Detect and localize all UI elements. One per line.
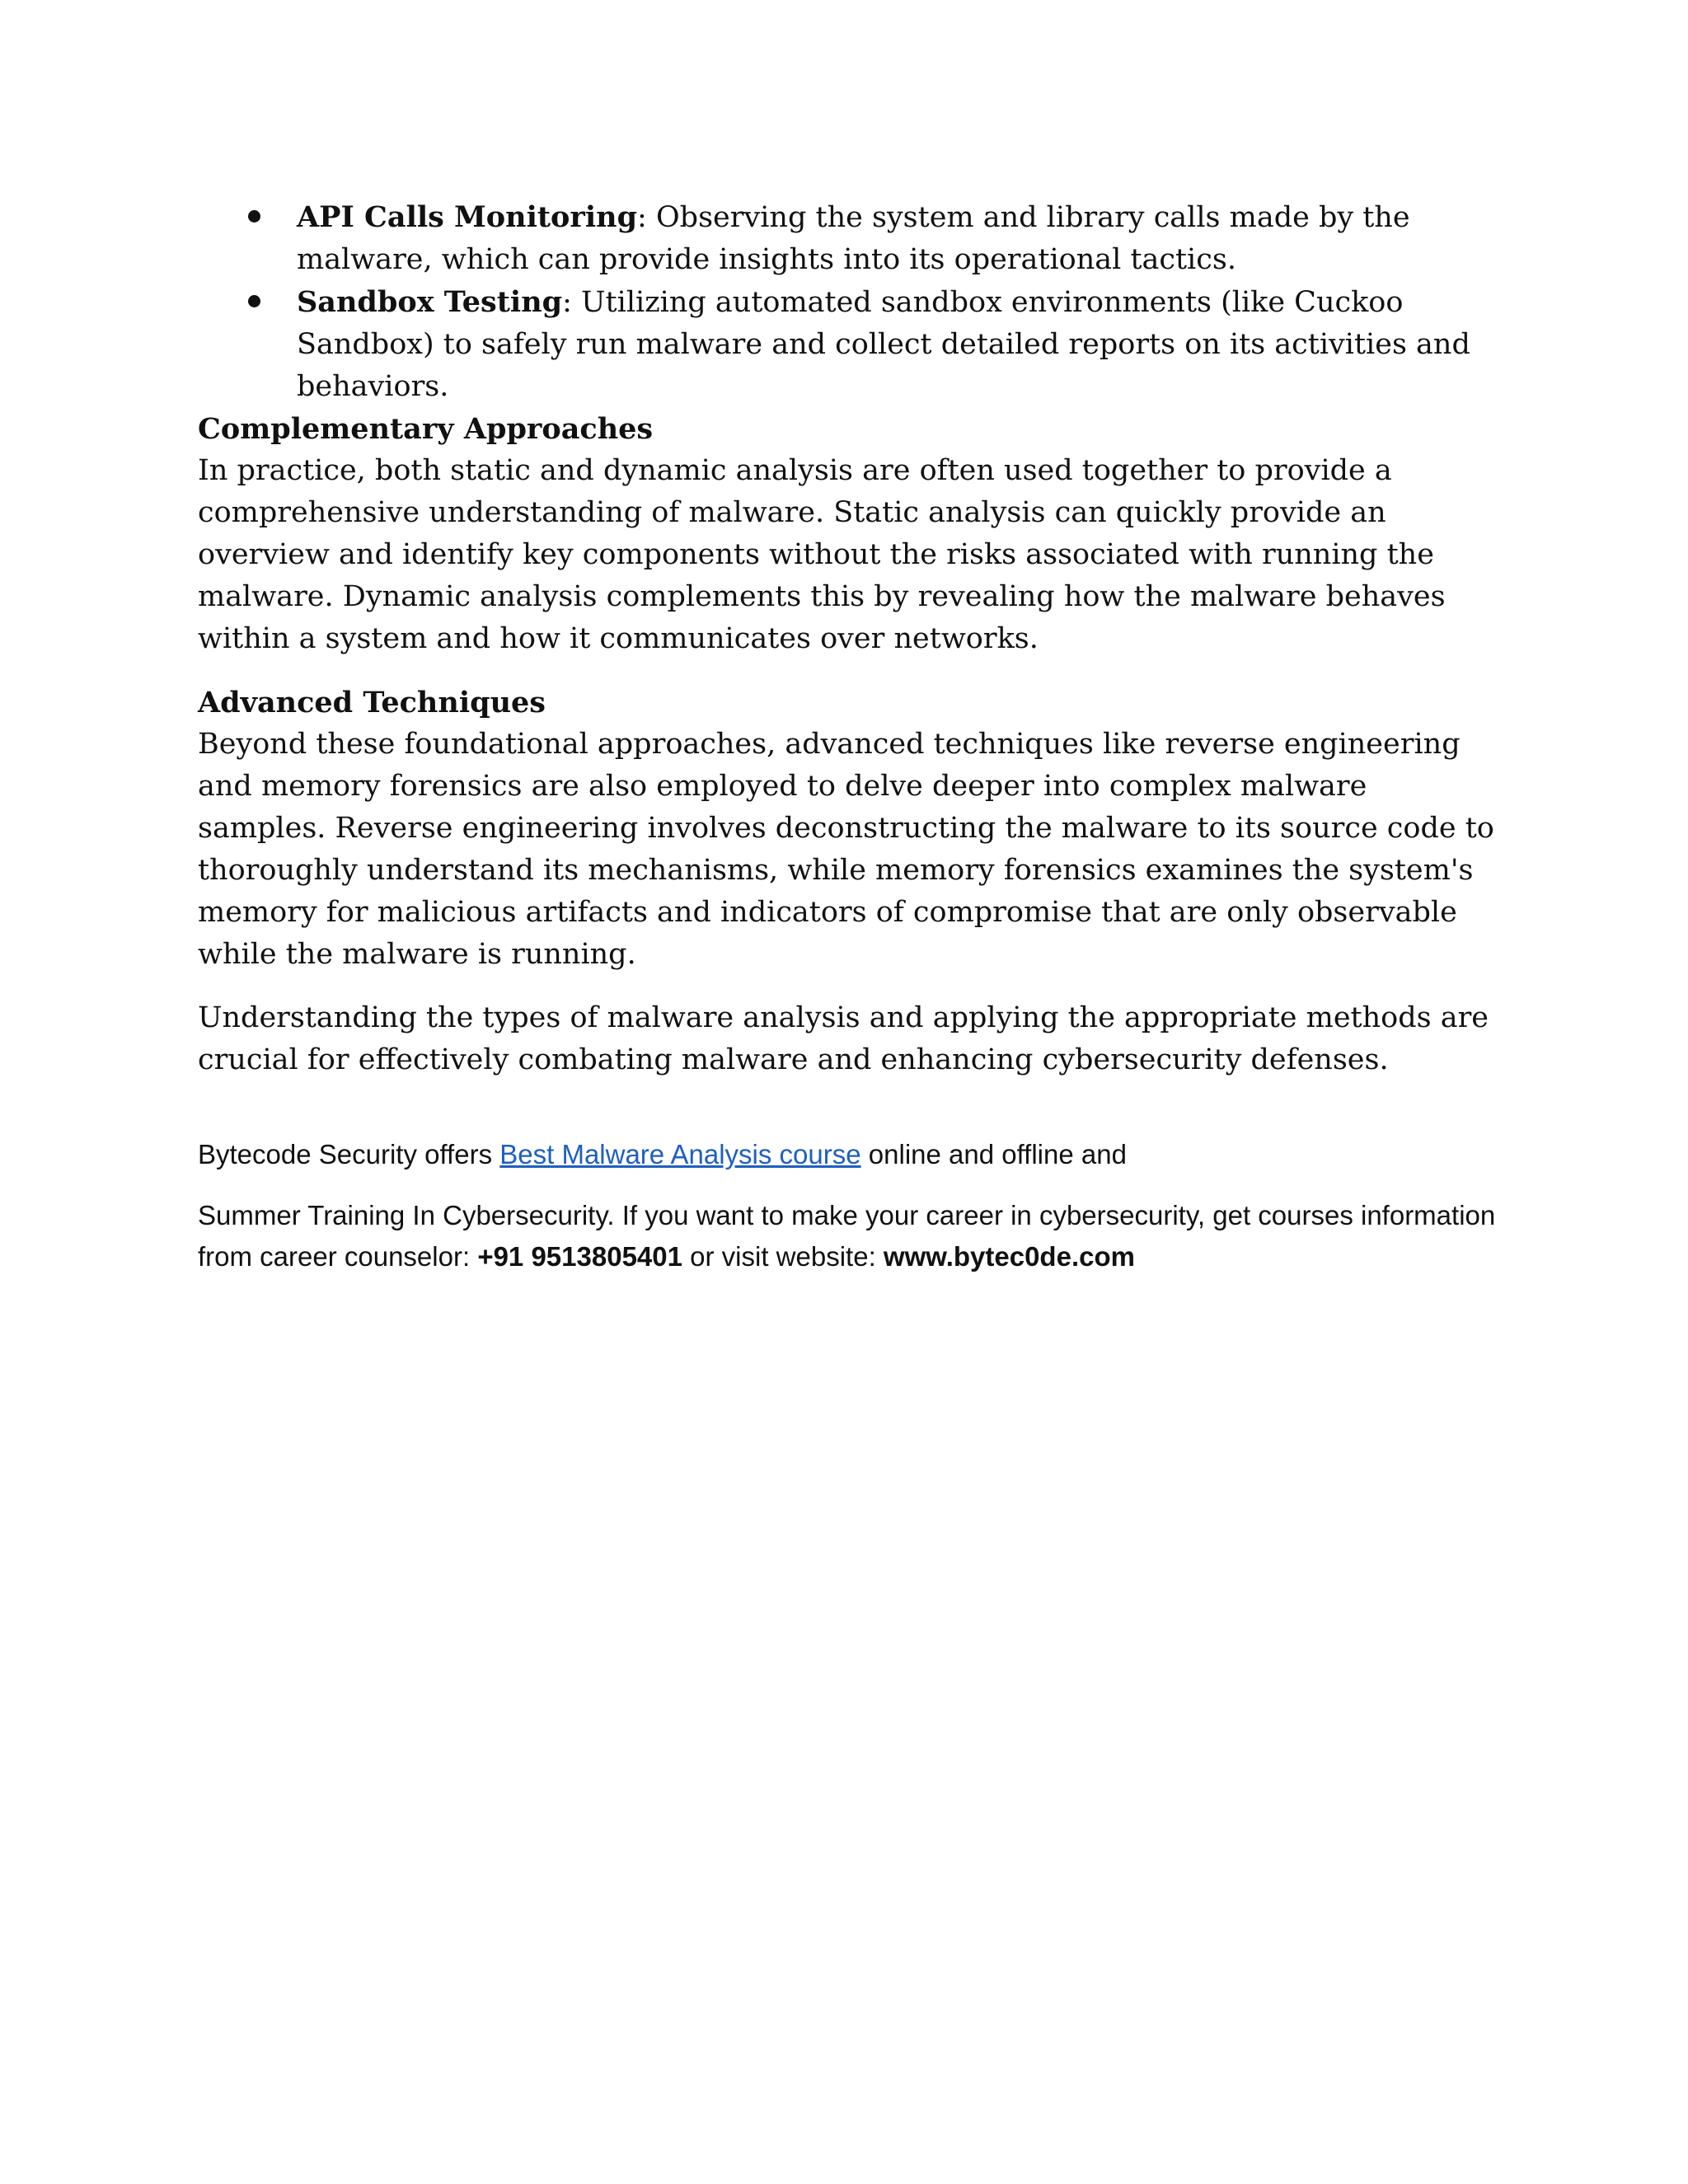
technique-list [198,196,1500,408]
course-link[interactable]: Best Malware Analysis course [499,1139,861,1169]
visit-text: or visit website: [682,1241,884,1272]
promo-line-course [198,1134,1517,1175]
promo-footer [198,1134,1517,1277]
spacer [198,976,1500,997]
paragraph-conclusion: Understanding the types of malware analysis and applying the appropriate methods are crucial for effectively combating malware and enhancing cybersecurity defenses. [198,1001,1489,1076]
document-body [198,196,1500,1081]
contact-text: Summer Training In Cybersecurity. If you want to make your career in cybersecurity, get courses information from career counselor: [198,1200,1496,1272]
promo-line-contact [198,1195,1517,1277]
bullet-icon [248,210,260,223]
promo-suffix: online and offline and [860,1139,1127,1169]
paragraph-complementary: In practice, both static and dynamic analysis are often used together to provide a comprehensive understanding of malware. Static analysis can quickly provide an overview and identify key components without the risks associated with running the malware. Dynamic analysis complements this by revealing how the malware behaves within a system and how it communicates over networks. [198,454,1446,655]
spacer [198,660,1500,682]
website-url: www.bytec0de.com [883,1241,1135,1272]
text-api-calls: : Observing the system and library calls made by the malware, which can provide insights into its operational tactics. [297,201,1410,276]
term-api-calls: API Calls Monitoring [297,200,638,234]
list-item-api-calls [198,196,1500,281]
text-sandbox: : Utilizing automated sandbox environments (like Cuckoo Sandbox) to safely run malware and collect detailed reports on its activities and behaviors. [297,286,1470,403]
heading-advanced: Advanced Techniques [198,686,546,719]
promo-prefix: Bytecode Security offers [198,1139,500,1169]
list-item-sandbox [198,281,1500,408]
phone-number: +91 9513805401 [477,1241,682,1272]
paragraph-advanced: Beyond these foundational approaches, advanced techniques like reverse engineering and memory forensics are also employed to delve deeper into complex malware samples. Reverse engineering involves deconstructing the malware to its source code to thoroughly understand its mechanisms, while memory forensics examines the system's memory for malicious artifacts and indicators of compromise that are only observable while the malware is running. [198,728,1494,971]
bullet-icon [248,295,260,307]
term-sandbox: Sandbox Testing [297,285,563,319]
heading-complementary: Complementary Approaches [198,412,654,446]
